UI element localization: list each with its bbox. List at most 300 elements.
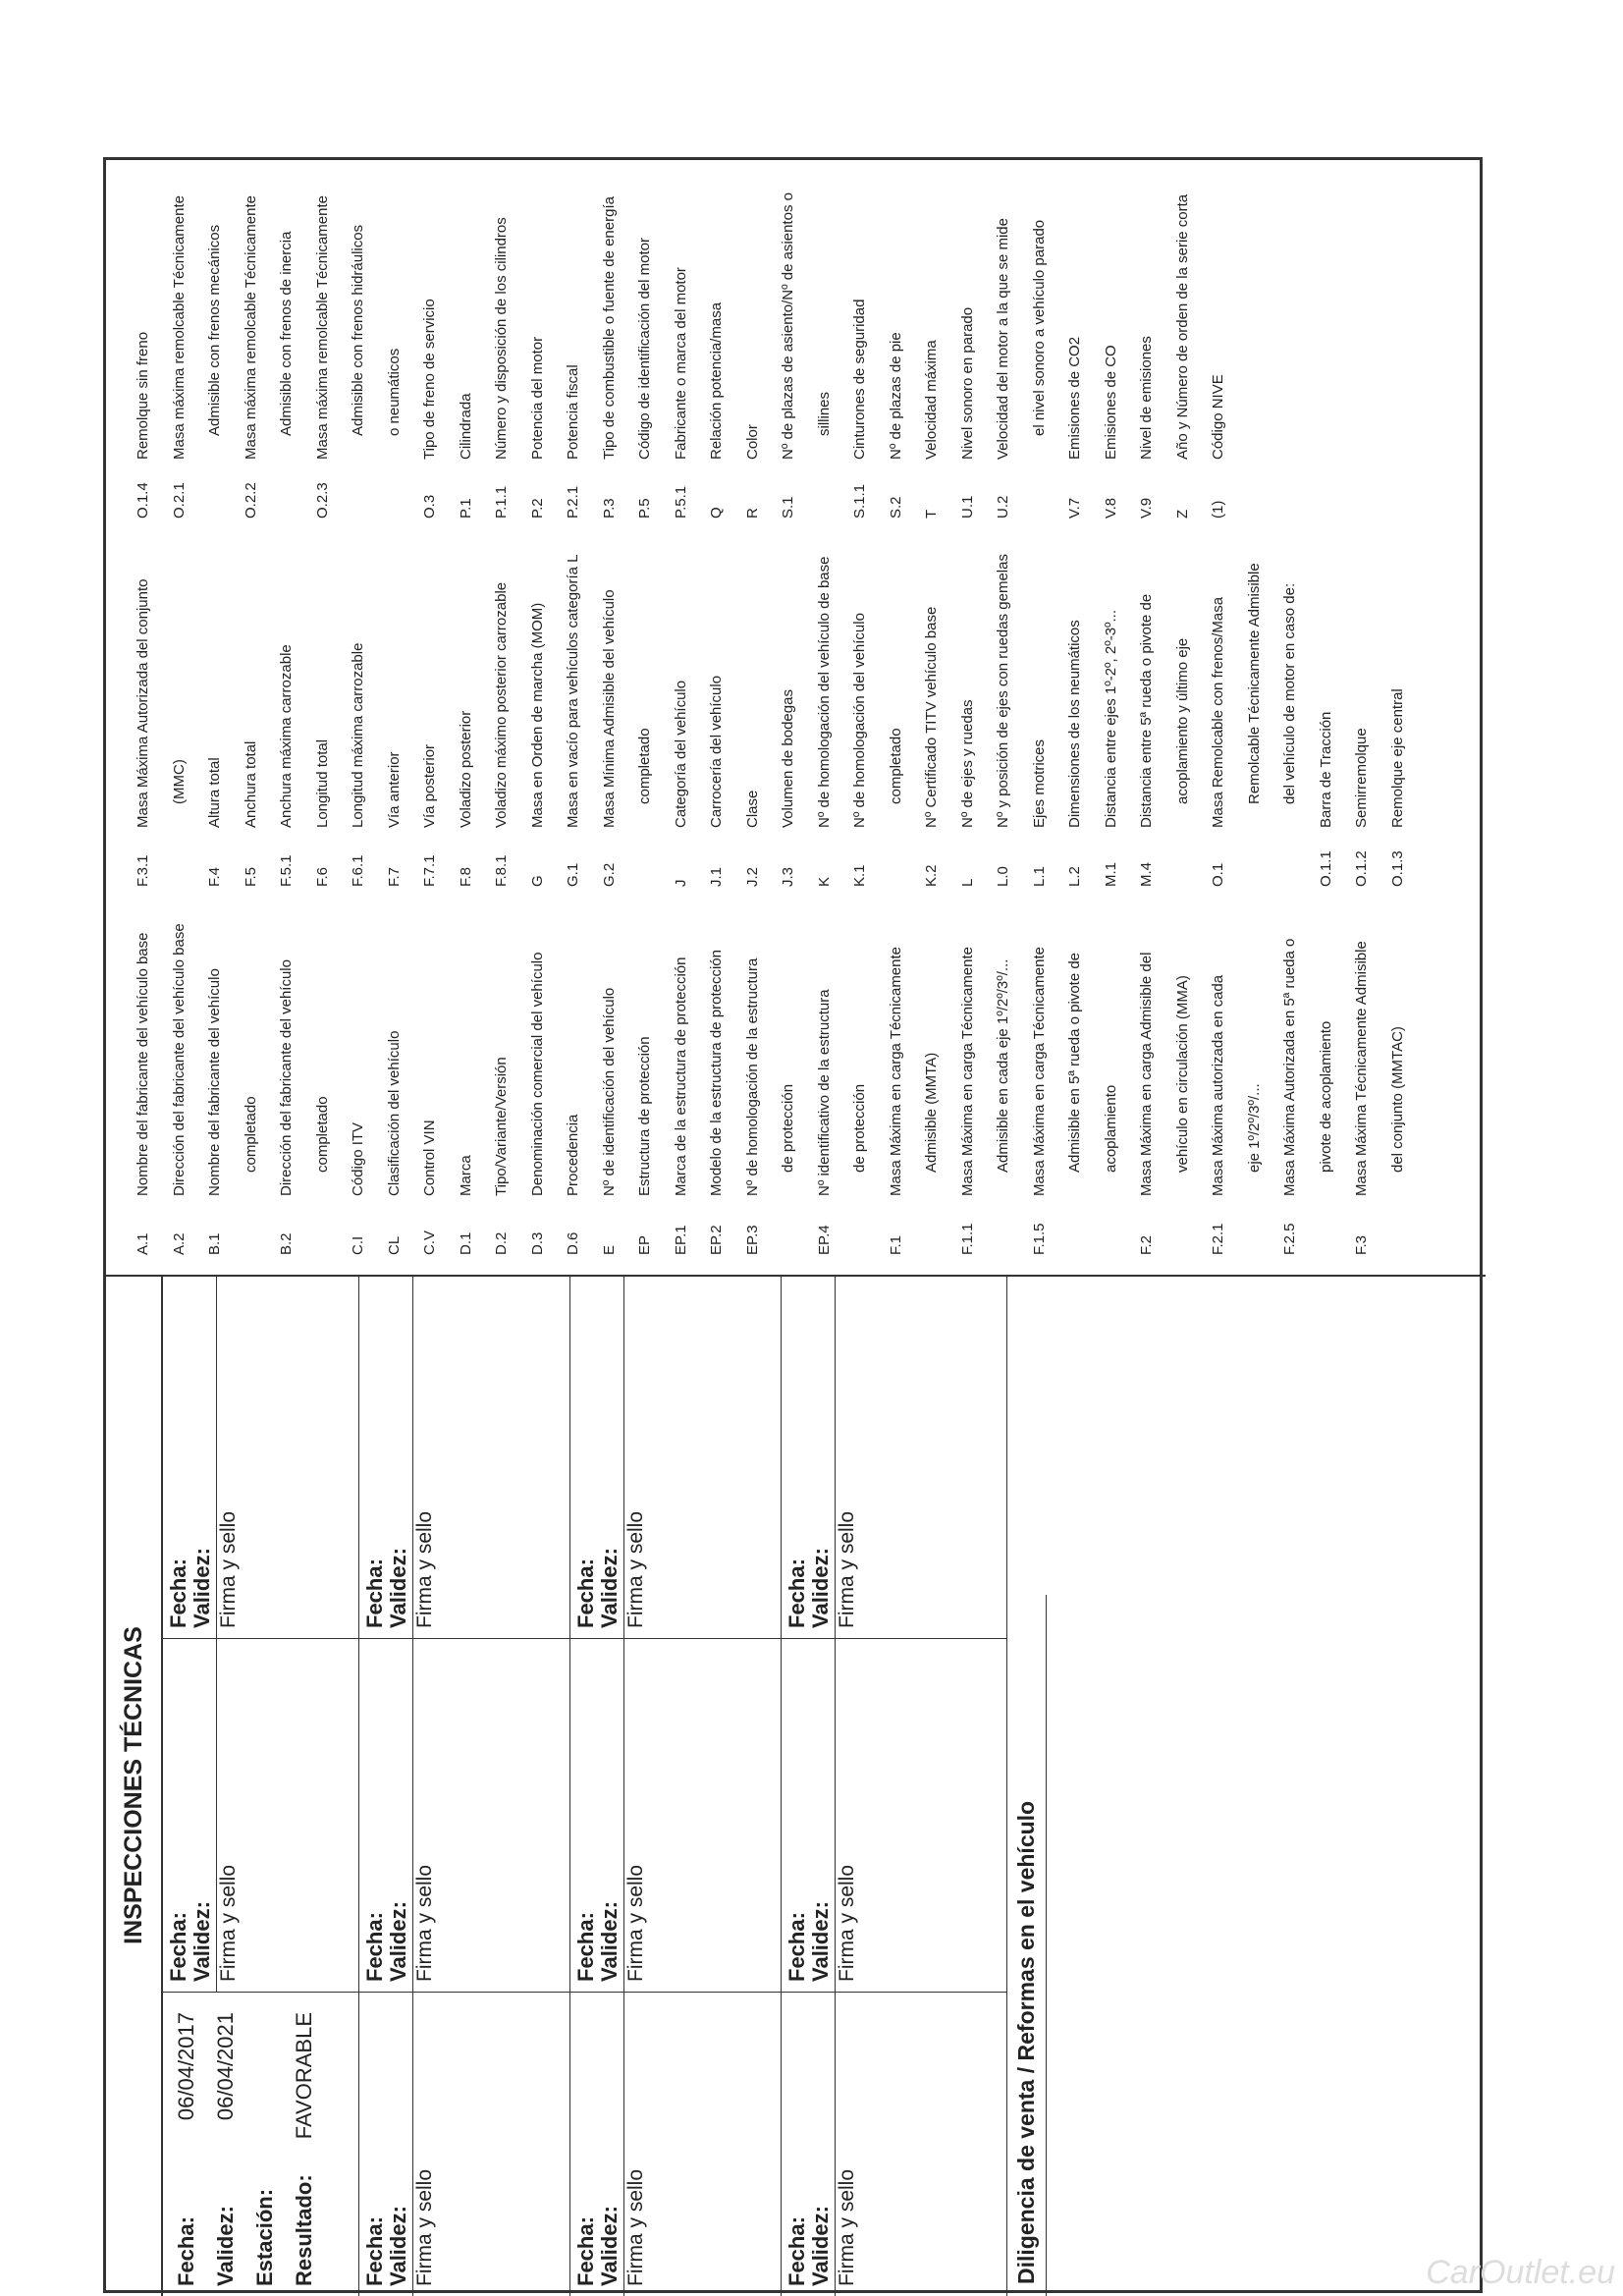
code-row: [126, 160, 162, 519]
code-row: [735, 897, 772, 1255]
code-description: Volumen de bodegas: [780, 689, 796, 828]
code-row: [377, 528, 413, 887]
code-id: S.1: [780, 496, 796, 519]
code-id: P.2.1: [565, 485, 581, 519]
code-description: Potencia del motor: [528, 336, 546, 460]
code-id: V.8: [1102, 497, 1119, 519]
code-id: P.1.1: [493, 485, 510, 519]
code-row: [449, 897, 485, 1255]
code-description: Potencia fiscal: [565, 364, 581, 460]
code-id: [377, 460, 413, 519]
code-id: Z: [1173, 509, 1191, 519]
code-id: A.1: [135, 1232, 151, 1255]
inspection-cell-10: Fecha: Validez: Firma y sello: [782, 1992, 1007, 2296]
code-id: CL: [385, 1235, 403, 1255]
code-id: D.6: [565, 1231, 581, 1255]
code-description: Masa máxima remolcable Técnicamente: [242, 195, 259, 460]
code-row: [377, 897, 413, 1255]
code-description: Cilindrada: [457, 393, 474, 460]
code-id: U.1: [958, 495, 976, 519]
inspection-cell-6: Fecha: Validez: Firma y sello: [359, 1275, 570, 1638]
code-row: [341, 160, 377, 519]
code-row: [1129, 160, 1165, 519]
code-description: Marca: [457, 1155, 474, 1196]
code-description: Nº de homologación del vehículo de base: [815, 556, 833, 828]
code-id: O.1.2: [1353, 850, 1370, 887]
code-description: Masa Máxima Autorizada del conjunto: [135, 578, 151, 828]
code-row: [842, 528, 879, 887]
code-description: acoplamiento y último eje: [1173, 637, 1191, 804]
code-id: F.1: [887, 1234, 904, 1255]
code-id: F.1.5: [1030, 1223, 1048, 1255]
code-description: (MMC): [170, 759, 188, 804]
code-id: J.2: [743, 866, 761, 887]
code-id: D.2: [493, 1231, 510, 1255]
code-row: [950, 897, 987, 1255]
code-row: [1272, 897, 1309, 1255]
code-id: C.I: [350, 1235, 366, 1255]
code-description: vehículo en circulación (MMA): [1173, 975, 1191, 1173]
code-description: Marca de la estructura de protección: [672, 957, 689, 1196]
code-description: Clasificación del vehículo: [385, 1030, 403, 1196]
code-row: [484, 897, 520, 1255]
code-row: [1057, 897, 1094, 1255]
code-id: K: [815, 876, 833, 887]
code-description: Remolque eje central: [1388, 688, 1406, 828]
code-id: O.2.3: [313, 482, 331, 519]
code-id: P.1: [457, 498, 474, 519]
code-row: [556, 160, 592, 519]
code-row: [234, 897, 270, 1255]
code-id: M.4: [1138, 861, 1155, 887]
codes-column-2: [126, 528, 1416, 887]
code-description: del vehículo de motor en caso de:: [1281, 582, 1298, 804]
code-id: [842, 1196, 879, 1255]
code-id: [986, 1196, 1022, 1255]
code-description: Nº identificativo de la estructura: [815, 989, 833, 1196]
code-id: [1272, 828, 1309, 887]
inspection-cell-11: Fecha: Validez: Firma y sello: [782, 1638, 1007, 1992]
code-row: [842, 897, 879, 1255]
code-row: [914, 897, 950, 1255]
code-id: [1309, 1196, 1345, 1255]
code-id: L: [958, 878, 976, 887]
code-description: Altura total: [206, 757, 223, 828]
inspection-cell-5: Fecha: Validez: Firma y sello: [359, 1638, 570, 1992]
code-row: [1094, 160, 1130, 519]
code-row: [377, 160, 413, 519]
rotated-sheet: [106, 160, 1486, 2296]
code-description: Barra de Tracción: [1317, 711, 1334, 828]
code-id: P.5.1: [672, 485, 689, 519]
code-id: M.1: [1102, 861, 1119, 887]
code-row: [556, 897, 592, 1255]
code-description: Emisiones de CO2: [1066, 336, 1083, 460]
code-description: Nombre del fabricante del vehículo: [206, 968, 223, 1196]
code-description: Admisible en 5ª rueda o pivote de: [1066, 952, 1083, 1173]
codes-column-1: [126, 897, 1416, 1255]
code-description: o neumáticos: [385, 348, 403, 436]
code-row: [771, 528, 807, 887]
code-row: [1129, 528, 1165, 887]
code-description: Relación potencia/masa: [708, 301, 725, 460]
code-description: Voladizo máximo posterior carrozable: [493, 581, 510, 828]
first-resultado: Resultado: FAVORABLE: [292, 2012, 316, 2286]
code-description: Modelo de la estructura de protección: [708, 950, 725, 1196]
code-id: F.2: [1138, 1234, 1155, 1255]
code-row: [592, 897, 628, 1255]
code-id: B.2: [278, 1232, 295, 1255]
code-id: EP.3: [743, 1225, 761, 1255]
code-row: [699, 160, 735, 519]
code-id: F.5: [242, 866, 259, 887]
code-row: [1344, 528, 1380, 887]
code-id: V.9: [1138, 497, 1155, 519]
code-description: Nº de homologación del vehículo: [851, 613, 868, 828]
code-id: F.7: [385, 866, 403, 887]
inspection-cell-8: Fecha: Validez: Firma y sello: [570, 1638, 782, 1992]
code-description: Velocidad del motor a la que se mide: [995, 218, 1011, 460]
code-row: [1022, 897, 1058, 1255]
code-id: O.3: [421, 494, 438, 519]
code-id: EP.4: [815, 1225, 833, 1255]
code-id: L.0: [995, 866, 1011, 887]
code-description: Nº de plazas de asiento/Nº de asientos o: [780, 192, 796, 460]
first-fecha: Fecha: 06/04/2017: [174, 2012, 198, 2286]
code-description: Tipo/Variante/Versión: [493, 1057, 510, 1196]
code-description: Código NIVE: [1210, 374, 1226, 460]
code-id: F.8: [457, 866, 474, 887]
inspection-cell-3: Fecha: Validez: Firma y sello: [163, 1275, 359, 1638]
code-id: J: [672, 879, 689, 887]
code-description: sillines: [815, 391, 833, 436]
code-row: [1094, 897, 1130, 1255]
code-id: L.2: [1066, 866, 1083, 887]
code-description: Admisible con frenos mecánicos: [206, 224, 223, 436]
code-row: [771, 160, 807, 519]
code-description: Masa en vacío para vehículos categoría L: [565, 554, 581, 828]
inspections-panel: [106, 1275, 1486, 2296]
code-id: F.3.1: [135, 854, 151, 887]
code-row: [1272, 528, 1309, 887]
code-description: Masa Remolcable con frenos/Masa: [1210, 596, 1226, 828]
code-description: pivote de acoplamiento: [1317, 1020, 1334, 1173]
code-row: [1165, 528, 1202, 887]
code-description: Procedencia: [565, 1114, 581, 1196]
code-row: [1057, 528, 1094, 887]
code-row: [1022, 160, 1058, 519]
code-row: [699, 528, 735, 887]
code-description: Color: [743, 424, 761, 460]
code-description: Admisible (MMTA): [923, 1052, 940, 1173]
code-description: Distancia entre 5ª rueda o pivote de: [1138, 593, 1155, 828]
code-id: O.1.4: [135, 482, 151, 519]
code-id: [1380, 1196, 1417, 1255]
code-id: G.1: [565, 862, 581, 887]
code-id: [197, 460, 234, 519]
code-row: [1094, 528, 1130, 887]
code-row: [879, 160, 915, 519]
code-id: [1165, 828, 1202, 887]
code-row: [1057, 160, 1094, 519]
code-description: Voladizo posterior: [457, 710, 474, 828]
code-id: G: [528, 875, 546, 887]
code-id: F.4: [206, 866, 223, 887]
code-id: P.2: [528, 498, 546, 519]
code-id: F.6.1: [350, 854, 366, 887]
code-row: [484, 528, 520, 887]
code-id: K.2: [923, 864, 940, 887]
code-description: completado: [313, 1096, 331, 1173]
code-row: [807, 528, 843, 887]
code-id: F.3: [1353, 1234, 1370, 1255]
code-id: [771, 1196, 807, 1255]
code-row: [1165, 897, 1202, 1255]
code-id: [1094, 1196, 1130, 1255]
code-id: A.2: [170, 1232, 188, 1255]
code-description: Nº y posición de ejes con ruedas gemelas: [995, 554, 1011, 828]
code-description: Vía anterior: [385, 751, 403, 828]
code-row: [842, 160, 879, 519]
code-description: completado: [636, 728, 653, 804]
code-row: [341, 528, 377, 887]
code-row: [1237, 897, 1273, 1255]
code-description: Vía posterior: [421, 743, 438, 828]
code-id: P.5: [636, 498, 653, 519]
code-row: [197, 528, 234, 887]
code-id: EP.2: [708, 1225, 725, 1255]
code-description: Dimensiones de los neumáticos: [1066, 620, 1083, 828]
code-description: Masa Máxima en carga Técnicamente: [887, 946, 904, 1196]
code-id: C.V: [421, 1230, 438, 1255]
code-row: [771, 897, 807, 1255]
code-row: [986, 897, 1022, 1255]
code-description: Nº de homologación de la estructura: [743, 957, 761, 1196]
code-description: Estructura de protección: [636, 1036, 653, 1196]
codes-panel: [106, 160, 1486, 1275]
code-row: [950, 160, 987, 519]
code-id: O.2.2: [242, 482, 259, 519]
code-row: [627, 897, 664, 1255]
code-description: Tipo de freno de servicio: [421, 299, 438, 460]
code-id: V.7: [1066, 497, 1083, 519]
code-description: eje 1º/2º/3º/...: [1245, 1083, 1263, 1173]
code-id: [1165, 1196, 1202, 1255]
code-row: [879, 528, 915, 887]
code-description: Dirección del fabricante del vehículo: [278, 959, 295, 1196]
code-id: (1): [1210, 500, 1226, 519]
code-row: [1201, 160, 1237, 519]
code-description: Anchura total: [242, 740, 259, 828]
code-row: [1201, 528, 1237, 887]
code-id: P.3: [600, 498, 618, 519]
code-id: L.1: [1030, 866, 1048, 887]
diligencia-title: Diligencia de venta / Reformas en el vehículo: [1007, 1595, 1047, 2296]
code-id: D.3: [528, 1231, 546, 1255]
code-description: Número y disposición de los cilindros: [493, 217, 510, 460]
code-row: [520, 528, 557, 887]
code-id: [1022, 460, 1058, 519]
code-description: Fabricante o marca del motor: [672, 267, 689, 460]
code-id: EP.1: [672, 1225, 689, 1255]
code-row: [412, 528, 449, 887]
code-id: F.2.1: [1210, 1223, 1226, 1255]
code-id: [1237, 1196, 1273, 1255]
inspection-cell-12: Fecha: Validez: Firma y sello: [782, 1275, 1007, 1638]
code-row: [1165, 160, 1202, 519]
code-id: [879, 828, 915, 887]
code-description: Masa máxima remolcable Técnicamente: [170, 195, 188, 460]
code-id: F.1.1: [958, 1223, 976, 1255]
code-id: [627, 828, 664, 887]
code-description: Nivel sonoro en parado: [958, 306, 976, 460]
code-row: [592, 160, 628, 519]
code-description: acoplamiento: [1102, 1084, 1119, 1173]
code-row: [627, 528, 664, 887]
code-row: [1380, 897, 1417, 1255]
code-row: [664, 528, 700, 887]
code-row: [1129, 897, 1165, 1255]
code-description: Nº de ejes y ruedas: [958, 699, 976, 828]
code-row: [341, 897, 377, 1255]
code-description: Año y Número de orden de la serie corta: [1173, 193, 1191, 460]
code-description: Admisible con frenos hidráulicos: [350, 224, 366, 436]
code-id: F.7.1: [421, 854, 438, 887]
first-validez: Validez: 06/04/2021: [213, 2012, 238, 2286]
code-description: Semirremolque: [1353, 728, 1370, 828]
code-row: [449, 160, 485, 519]
code-row: [162, 528, 198, 887]
code-id: S.1.1: [851, 483, 868, 519]
code-row: [735, 160, 772, 519]
code-row: [126, 897, 162, 1255]
code-row: [197, 160, 234, 519]
code-row: [879, 897, 915, 1255]
code-description: Ejes motrices: [1030, 738, 1048, 828]
code-id: G.2: [600, 862, 618, 887]
code-description: Control VIN: [421, 1120, 438, 1196]
code-description: Masa Mínima Admisible del vehículo: [600, 589, 618, 828]
code-row: [269, 528, 305, 887]
code-description: Nombre del fabricante del vehículo base: [135, 932, 151, 1196]
code-row: [664, 160, 700, 519]
code-id: [807, 460, 843, 519]
code-row: [986, 528, 1022, 887]
code-row: [1380, 528, 1417, 887]
code-id: O.1: [1210, 862, 1226, 887]
code-description: Nº Certificado TITV vehículo base: [923, 606, 940, 828]
code-id: D.1: [457, 1231, 474, 1255]
code-description: Nivel de emisiones: [1138, 336, 1155, 460]
diligencia-section: [1007, 1275, 1486, 2296]
code-row: [269, 160, 305, 519]
code-description: Remolque sin freno: [135, 331, 151, 460]
code-id: [1237, 828, 1273, 887]
code-description: Anchura máxima carrozable: [278, 644, 295, 828]
code-description: Categoría del vehículo: [672, 680, 689, 828]
code-id: [269, 460, 305, 519]
code-row: [234, 528, 270, 887]
inspections-grid: [163, 1275, 1007, 2296]
code-id: S.2: [887, 496, 904, 519]
code-description: Longitud máxima carrozable: [350, 642, 366, 828]
code-description: completado: [242, 1096, 259, 1173]
code-id: O.1.3: [1388, 850, 1406, 887]
code-id: [234, 1196, 270, 1255]
code-row: [664, 897, 700, 1255]
inspection-cell-2: Fecha: Validez: Firma y sello: [163, 1638, 359, 1992]
code-id: Q: [708, 507, 725, 519]
code-description: Remolcable Técnicamente Admisible: [1245, 563, 1263, 804]
code-row: [914, 528, 950, 887]
code-description: Masa máxima remolcable Técnicamente: [313, 195, 331, 460]
code-description: Emisiones de CO: [1102, 345, 1119, 460]
watermark: CarOutlet.eu: [1426, 2254, 1615, 2291]
code-description: completado: [887, 728, 904, 804]
code-row: [950, 528, 987, 887]
code-description: Clase: [743, 790, 761, 828]
code-row: [520, 897, 557, 1255]
code-description: Nº de plazas de pie: [887, 332, 904, 460]
code-description: del conjunto (MMTAC): [1388, 1026, 1406, 1173]
code-description: Masa Máxima en carga Técnicamente: [958, 946, 976, 1196]
code-id: F.5.1: [278, 854, 295, 887]
inspection-cell-4: Fecha: Validez: Firma y sello: [359, 1992, 570, 2296]
code-row: [126, 528, 162, 887]
code-row: [592, 528, 628, 887]
code-row: [412, 897, 449, 1255]
code-row: [162, 897, 198, 1255]
inspection-cell-first: [163, 1992, 359, 2296]
code-row: [520, 160, 557, 519]
code-id: F.8.1: [493, 854, 510, 887]
code-id: F.6: [313, 866, 331, 887]
first-estacion: Estación:: [252, 2188, 277, 2286]
code-id: B.1: [206, 1232, 223, 1255]
code-row: [1309, 897, 1345, 1255]
code-row: [234, 160, 270, 519]
code-row: [1022, 528, 1058, 887]
code-row: [627, 160, 664, 519]
code-id: [341, 460, 377, 519]
code-row: [986, 160, 1022, 519]
code-row: [1344, 897, 1380, 1255]
code-description: el nivel sonoro a vehículo parado: [1030, 219, 1048, 436]
code-row: [305, 160, 342, 519]
code-row: [1309, 528, 1345, 887]
code-description: Masa Máxima Técnicamente Admisible: [1353, 941, 1370, 1196]
codes-column-3: [126, 160, 1237, 519]
code-row: [162, 160, 198, 519]
code-id: R: [743, 508, 761, 519]
code-row: [412, 160, 449, 519]
code-id: [914, 1196, 950, 1255]
code-description: Longitud total: [313, 738, 331, 828]
code-id: E: [600, 1244, 618, 1255]
code-description: Denominación comercial del vehículo: [528, 952, 546, 1196]
code-description: Código de identificación del motor: [636, 238, 653, 460]
code-id: U.2: [995, 495, 1011, 519]
code-description: Masa Máxima en carga Admisible del: [1138, 952, 1155, 1196]
code-id: [1057, 1196, 1094, 1255]
code-row: [1237, 528, 1273, 887]
code-row: [305, 897, 342, 1255]
inspection-cell-9: Fecha: Validez: Firma y sello: [570, 1275, 782, 1638]
code-id: F.2.5: [1281, 1223, 1298, 1255]
code-row: [914, 160, 950, 519]
code-row: [305, 528, 342, 887]
code-id: [305, 1196, 342, 1255]
